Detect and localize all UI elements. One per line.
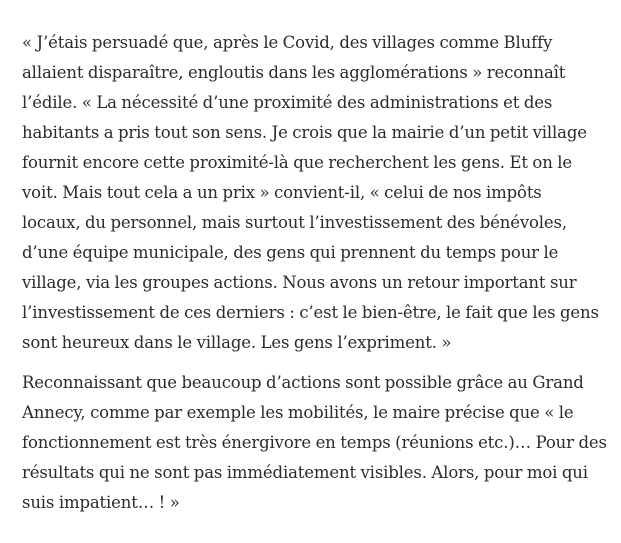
text-line: « J’étais persuadé que, après le Covid, des villages comme Bluffy [22,33,553,52]
text-line: locaux, du personnel, mais surtout l’investissement des bénévoles, [22,213,567,232]
text-line: suis impatient… ! » [22,493,180,512]
text-line: l’édile. « La nécessité d’une proximité des administrations et des [22,93,553,112]
text-line: fonctionnement est très énergivore en temps (réunions etc.)… Pour des [22,433,607,452]
text-line: Annecy, comme par exemple les mobilités, le maire précise que « le [22,403,574,422]
text-line: résultats qui ne sont pas immédiatement visibles. Alors, pour moi qui [22,463,588,482]
article-body [22,28,607,528]
text-line: sont heureux dans le village. Les gens l’expriment. » [22,333,452,352]
text-line: allaient disparaître, engloutis dans les agglomérations » reconnaît [22,63,566,82]
text-line: d’une équipe municipale, des gens qui prennent du temps pour le [22,243,559,262]
paragraph-quote [22,28,597,358]
text-line: habitants a pris tout son sens. Je crois que la mairie d’un petit village [22,123,587,142]
text-line: village, via les groupes actions. Nous avons un retour important sur [22,273,577,292]
text-line: fournit encore cette proximité-là que recherchent les gens. Et on le [22,153,573,172]
text-line: voit. Mais tout cela a un prix » convient-il, « celui de nos impôts [22,183,542,202]
paragraph-mayor-statement [22,368,607,518]
text-line: Reconnaissant que beaucoup d’actions sont possible grâce au Grand [22,373,584,392]
text-line: l’investissement de ces derniers : c’est le bien-être, le fait que les gens [22,303,599,322]
